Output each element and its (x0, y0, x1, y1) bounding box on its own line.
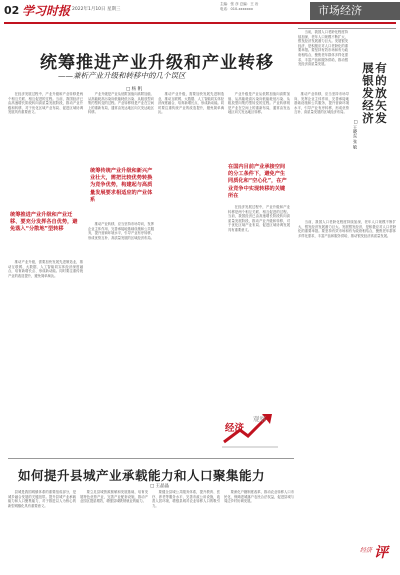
sidebar-byline: □ 王晓东 张 敏 (353, 119, 358, 149)
page-number: 02 (4, 4, 20, 17)
article2-column-2 (80, 490, 148, 572)
article1-byline: □ 杨 帆 (126, 87, 143, 92)
article1-col4-top-text: 产业升级是产业从低附加值向高附加值、从高能耗高污染向低能耗低污染、从粗放型向集约型转变的过程。产业转移则是产业在空间上的重新布局，通常由发达地区向欠发达地区转移。 (228, 92, 290, 115)
newspaper-logo: 学习时报 (22, 4, 71, 18)
sidebar-title-line2: 展银发经济 (361, 62, 375, 125)
article1-column-2 (88, 92, 154, 162)
sidebar-intro-text: 当前，我国人口老龄化程度持续加深，老年人口规模不断扩大，银发经济发展潜力巨大。发展银发经济，是积极应对人口老龄化的重要举措。要坚持有效市场和有为政府相结合，聚焦老年群体多样化需求，丰富产品和服务供给，推动银发经济高质量发展。 (298, 30, 348, 67)
article1-col2-text: 产业升级是产业从低附加值向高附加值、从高能耗高污染向低能耗低污染、从粗放型向集约型转变的过程。产业转移则是产业在空间上的重新布局，通常由发达地区向欠发达地区转移。 (88, 92, 154, 115)
article1-pullquote-1: 统筹传统产业升级和新兴产业壮大，需把比较优势转换为竞争优势，构建起与高质量发展要求相适应的产业体系 (90, 168, 153, 203)
article2-col3-text: 要健全县城公共服务体系，提升教育、医疗、养老等服务水平，完善市政公用设施，改善人居环境，增强县城对农业转移人口的吸引力。 (152, 490, 220, 508)
article1-column-4b (228, 205, 290, 395)
article1-pullquote-2: 统筹推进产业升级和产业迁移、要充分发挥各自优势，避免落入“分散地”型转移 (10, 212, 78, 233)
article1-column-3 (158, 92, 224, 452)
dateline: 2022年1月10日 星期三 (72, 7, 121, 12)
article1-column-1 (8, 92, 83, 208)
article1-subtitle: ——兼析产业升级和转移中的几个误区 (58, 71, 186, 80)
article2-column-1 (8, 490, 76, 572)
article2-column-3 (152, 490, 220, 572)
article1-col1-text: 在经济发展过程中，产业升级和产业转移是两个相互关联、相互促进的过程。当前，我国经济已由高速增长阶段转向高质量发展阶段，推动产业升级和转移，对于优化区域产业布局、促进区域协调发展具有重要意义。 (8, 92, 83, 115)
article2-col4-text: 要深化户籍制度改革，推动农业转移人口市民化，保障进城落户农民合法权益，促进县城与周边乡村协调发展。 (224, 490, 294, 504)
sidebar-intro (298, 30, 348, 90)
corner-small-text: 经济 (360, 547, 373, 554)
sidebar-top-rule (298, 28, 396, 29)
article1-column-1b (8, 260, 83, 450)
article2-column-4 (224, 490, 294, 572)
article1-col5-text: 推动产业转移，应当坚持市场导向，发挥企业主体作用，完善承接地基础设施和公共服务，提升营商环境水平，引导产业有序转移，形成优势互补、高质量发展的区域经济布局。 (294, 92, 349, 115)
sidebar-body-text: 当前，我国人口老龄化程度持续加深，老年人口规模不断扩大，银发经济发展潜力巨大。发展银发经济，是积极应对人口老龄化的重要举措。要坚持有效市场和有为政府相结合，聚焦老年群体多样化需求，丰富产品和服务供给，推动银发经济高质量发展。 (298, 220, 396, 238)
editor-info (220, 2, 258, 11)
badge-small-text: 观察 (253, 415, 266, 423)
article1-column-4 (228, 92, 290, 162)
article1-column-2b (88, 222, 154, 452)
badge-main-text: 经济 (225, 423, 245, 434)
article2-col2-text: 要立足县城资源禀赋和发展基础，培育发展特色优势产业，完善产业配套设施，推动产业园区提质增效，增强县城吸纳就业的能力。 (80, 490, 148, 504)
contact-line: 电话：010-xxxxxxx (220, 6, 253, 11)
editor-line: 主编：张 彦 总编：王 岩 (220, 2, 259, 6)
corner-big-text: 评 (374, 545, 388, 561)
article1-col3-repeat-text: 推动产业升级，需要加快发展先进制造业，推动互联网、大数据、人工智能同实体经济深度融合，培育新增长点、形成新动能。同时要注重传统产业的改造提升，避免简单淘汰。 (158, 92, 224, 115)
article1-title: 统筹推进产业升级和产业转移 (40, 53, 274, 73)
sidebar-title-line1: 有的放矢发 (374, 62, 388, 125)
article1-pullquote-3: 在国内目前产业承接空间的分工条件下，避免产生同质化和“空心化”，在产业竞争中实现转移的关键所在 (228, 164, 287, 199)
article2-byline: □ 王晶晶 (150, 484, 170, 489)
article1-col4-text: 推动产业转移，应当坚持市场导向，发挥企业主体作用，完善承接地基础设施和公共服务，提升营商环境水平，引导产业有序转移，形成优势互补、高质量发展的区域经济布局。 (88, 222, 154, 240)
article2-top-rule (8, 458, 294, 459)
article1-col4b-text: 在经济发展过程中，产业升级和产业转移是两个相互关联、相互促进的过程。当前，我国经济已由高速增长阶段转向高质量发展阶段，推动产业升级和转移，对于优化区域产业布局、促进区域协调发展具有重要意义。 (228, 205, 290, 232)
section-label: 市场经济 (310, 2, 400, 20)
article2-title: 如何提升县城产业承载能力和人口聚集能力 (18, 468, 266, 483)
header-rule (4, 22, 396, 24)
article2-col1-text: 县城是我国城镇体系的重要组成部分，是城乡融合发展的关键纽带。提升县城产业承载能力和人口聚集能力，对于推进以人为核心的新型城镇化具有重要意义。 (8, 490, 76, 508)
article1-col3-text: 推动产业升级，需要加快发展先进制造业，推动互联网、大数据、人工智能同实体经济深度融合，培育新增长点、形成新动能。同时要注重传统产业的改造提升，避免简单淘汰。 (8, 260, 83, 278)
sidebar-body (298, 220, 396, 530)
